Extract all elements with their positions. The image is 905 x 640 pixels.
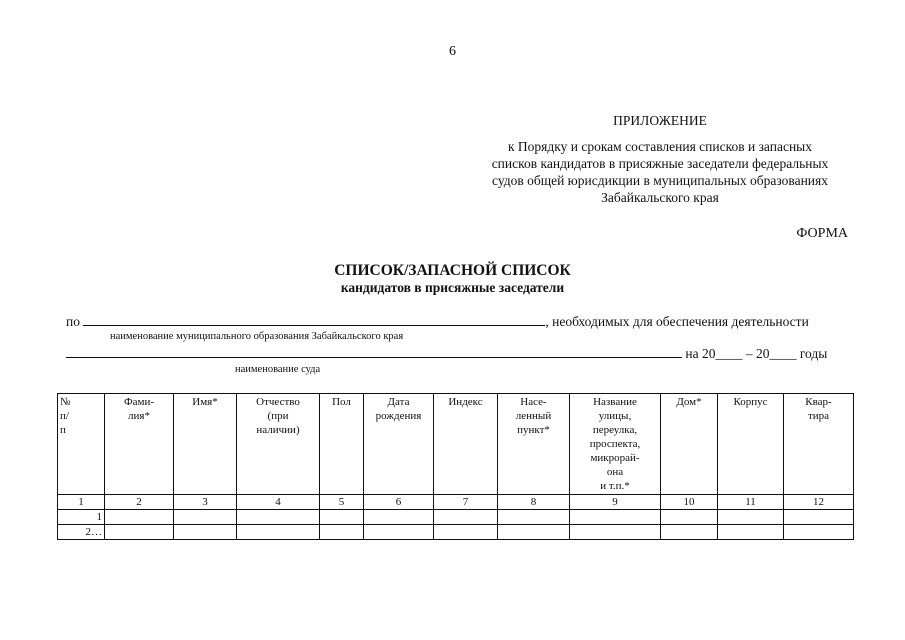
- column-header: Индекс: [434, 394, 498, 495]
- document-subtitle: кандидатов в присяжные заседатели: [340, 280, 565, 295]
- appendix-title: ПРИЛОЖЕНИЕ: [613, 113, 707, 128]
- table-cell[interactable]: [784, 510, 854, 525]
- document-title: СПИСОК/ЗАПАСНОЙ СПИСОК: [334, 262, 571, 279]
- column-header: Имя*: [174, 394, 237, 495]
- column-header: Дата рождения: [364, 394, 434, 495]
- table-row: [58, 510, 854, 525]
- table-cell[interactable]: [174, 525, 237, 540]
- purpose-text: , необходимых для обеспечения деятельности: [545, 314, 809, 329]
- column-header: Насе- ленный пункт*: [498, 394, 570, 495]
- form-label: ФОРМА: [796, 226, 848, 241]
- column-number: 2: [105, 495, 174, 510]
- table-cell[interactable]: [320, 510, 364, 525]
- table-cell[interactable]: [661, 510, 718, 525]
- court-blank: [66, 346, 682, 358]
- municipality-line: [66, 314, 809, 330]
- column-header: Квар- тира: [784, 394, 854, 495]
- table-cell[interactable]: [174, 510, 237, 525]
- column-header: Отчество (при наличии): [237, 394, 320, 495]
- table-cell[interactable]: [237, 525, 320, 540]
- table-cell[interactable]: [105, 510, 174, 525]
- table-header-row: [58, 394, 854, 495]
- table-cell[interactable]: [364, 525, 434, 540]
- table-cell[interactable]: [434, 510, 498, 525]
- table-cell[interactable]: [364, 510, 434, 525]
- column-header: Дом*: [661, 394, 718, 495]
- column-number: 8: [498, 495, 570, 510]
- column-number: 1: [58, 495, 105, 510]
- column-number: 11: [718, 495, 784, 510]
- column-number: 6: [364, 495, 434, 510]
- table-cell[interactable]: [570, 525, 661, 540]
- municipality-caption: наименование муниципального образования Забайкальского края: [110, 331, 404, 342]
- years-text: на 20____ – 20____ годы: [685, 346, 828, 361]
- appendix-line: Забайкальского края: [601, 190, 719, 205]
- column-header: № п/ п: [58, 394, 105, 495]
- column-header: Название улицы, переулка, проспекта, микрорай- она и т.п.*: [570, 394, 661, 495]
- column-number-row: [58, 495, 854, 510]
- column-header: Пол: [320, 394, 364, 495]
- prefix-po: по: [66, 314, 80, 329]
- table-cell[interactable]: [237, 510, 320, 525]
- municipality-blank: [83, 314, 545, 326]
- appendix-line: судов общей юрисдикции в муниципальных образованиях: [492, 173, 828, 188]
- page-number: 6: [449, 44, 456, 59]
- court-caption: наименование суда: [235, 364, 321, 375]
- column-number: 12: [784, 495, 854, 510]
- table-cell[interactable]: [718, 525, 784, 540]
- table-cell[interactable]: [498, 525, 570, 540]
- column-header: Корпус: [718, 394, 784, 495]
- table-cell[interactable]: [570, 510, 661, 525]
- table-cell[interactable]: [718, 510, 784, 525]
- column-number: 3: [174, 495, 237, 510]
- candidates-table: [57, 393, 854, 540]
- table-cell[interactable]: 2…: [58, 525, 105, 540]
- appendix-line: к Порядку и срокам составления списков и запасных: [507, 139, 812, 154]
- column-number: 4: [237, 495, 320, 510]
- table-cell[interactable]: [105, 525, 174, 540]
- column-header: Фами- лия*: [105, 394, 174, 495]
- table-cell[interactable]: [498, 510, 570, 525]
- table-cell[interactable]: [784, 525, 854, 540]
- appendix-block: [470, 112, 850, 206]
- column-number: 10: [661, 495, 718, 510]
- column-number: 5: [320, 495, 364, 510]
- table-cell[interactable]: [320, 525, 364, 540]
- table-cell[interactable]: 1: [58, 510, 105, 525]
- court-line: [66, 346, 827, 362]
- appendix-line: списков кандидатов в присяжные заседатели федеральных: [491, 156, 829, 171]
- column-number: 9: [570, 495, 661, 510]
- table-cell[interactable]: [661, 525, 718, 540]
- column-number: 7: [434, 495, 498, 510]
- table-row: [58, 525, 854, 540]
- table-cell[interactable]: [434, 525, 498, 540]
